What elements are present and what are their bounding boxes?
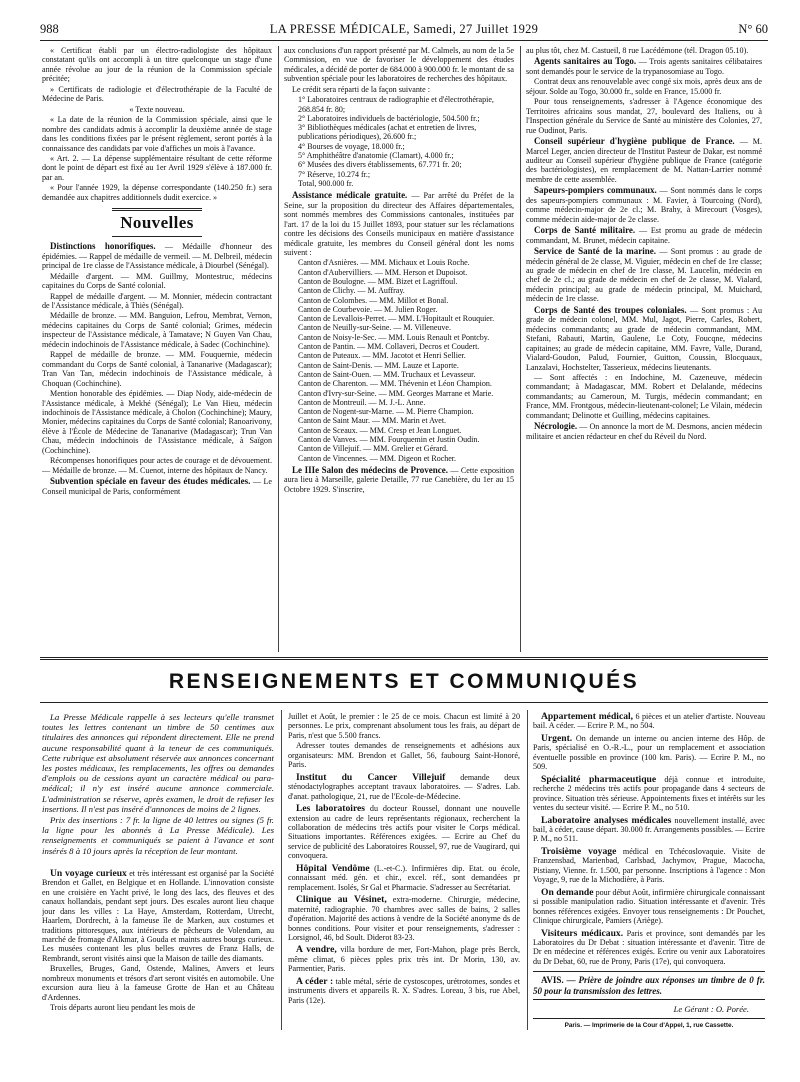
ad-title: Clinique au Vésinet, — [296, 894, 387, 906]
news-title: Corps de Santé militaire. — [534, 225, 636, 236]
ad-title: Hôpital Vendôme — [296, 862, 370, 874]
ad-vendre — [288, 945, 520, 973]
ad-text: extra-moderne. Chirurgie, médecine, maternité, radiographie. 70 chambres avec salles de bains, 2 salles d'opération. Majorité des actions à vendre de la Société anonyme ds de bonnes conditions. Pour visiter et pour renseignements, s'adresser : Lorsignol, 46, bd Soult. Diderot 83-23. — [288, 895, 520, 942]
column-divider — [281, 710, 282, 1030]
list-item: 6° Musées des divers établissements, 67.771 fr. 20; — [298, 160, 462, 170]
section-rule — [112, 236, 202, 237]
list-item: Canton de Charenton. — MM. Thévenin et Léon Champion. — [298, 379, 492, 389]
list-item: Canton de Levallois-Perret. — MM. L'Hopitault et Rouquier. — [298, 314, 495, 324]
list-item: 2° Laboratoires individuels de bactériologie, 504.500 fr.; — [298, 113, 480, 123]
list-item: 1° Laboratoires centraux de radiographie et d'électrothérapie, 268.854 fr. 80; — [298, 95, 494, 114]
avis-title: AVIS. — [541, 975, 564, 986]
canton-list — [284, 258, 514, 463]
journal-running-title: LA PRESSE MÉDICALE, Samedi, 27 Juillet 1929 — [269, 22, 539, 36]
news-title: Nécrologie. — [534, 421, 578, 432]
ad-troisieme-voyage — [533, 847, 765, 885]
news-text: — Trois agents sanitaires célibataires sont demandés pour le service de la trypanosomiase au Togo. — [526, 57, 762, 76]
ad-text: On demande un interne ou ancien interne des Hôp. de Paris, spécialisé en O.-R.-L., pour un remplacement et association éventuelle possible en province (100 km. Paris). — Ecrire P. M., no 509. — [533, 733, 765, 772]
ad-appartement — [533, 712, 765, 731]
communiques-column-3 — [533, 712, 765, 1082]
ad-pharmaceutique — [533, 775, 765, 813]
ad-title: Les laboratoires — [296, 803, 366, 815]
ad-voyage — [42, 869, 274, 964]
paragraph: » Certificats de radiologie et d'électrothérapie de la Faculté de Médecine de Paris. — [42, 84, 272, 104]
ad-text: table métal, série de cystoscopes, urétrotomes, sondes et instruments divers et appareils R. X. S'adres. Loreau, 3 bis, rue Abel, Paris (12e). — [288, 976, 520, 1005]
news-coloniales — [526, 306, 762, 372]
ad-title: Urgent. — [541, 732, 573, 744]
page-number: 988 — [40, 22, 59, 36]
list-item: Canton de Pantin. — MM. Collaveri, Decros et Coudert. — [298, 342, 480, 352]
list-item: Canton de Saint-Ouen. — MM. Truchaux et Levasseur. — [298, 369, 476, 379]
news-title: Distinctions honorifiques. — [50, 241, 156, 252]
news-text: — Médaille d'honneur des épidémies. — Rappel de médaille de vermeil. — M. Delbreil, médecin principal de 1re classe de l'Assistance médicale, à Diourbel (Sénégal). — [42, 242, 272, 271]
list-item: 7° Réserve, 10.274 fr.; — [298, 169, 371, 179]
column-divider — [527, 710, 528, 1030]
news-text: — Le Conseil municipal de Paris, conformément — [42, 477, 272, 496]
ad-title: Spécialité pharmaceutique — [541, 773, 657, 785]
news-distinctions — [42, 242, 272, 270]
list-item: 4° Bourses de voyage, 18.000 fr.; — [298, 141, 405, 151]
ad-vesinet — [288, 895, 520, 942]
paragraph: Adresser toutes demandes de renseignements et adhésions aux organisateurs: MM. Brendon et Gallet, 56, faubourg Saint-Honoré, Paris. — [288, 741, 520, 770]
banner-rule — [40, 657, 768, 658]
ad-title: On demande — [541, 886, 594, 898]
ad-vendome — [288, 864, 520, 892]
banner-title: RENSEIGNEMENTS ET COMMUNIQUÉS — [168, 670, 640, 693]
ad-text: pour début Août, infirmière chirurgicale connaissant si possible manipulation radio. Situation intéressante et d'avenir. Très bonnes références exigées. Envoyer tous renseignements : Dr Pouchet, Clinique chirurgicale, Pamiers (Ariège). — [533, 887, 765, 926]
ad-text: demande deux sténodactylographes acceptant travaux laboratoires. — S'adres. Lab. d'anat. pathologique, 21, rue de l'Ecole-de-Médecine. — [288, 772, 520, 801]
column-2 — [284, 46, 514, 654]
ad-text: médical en Tchécoslovaquie. Visite de Franzensbad, Marienbad, Carlsbad, Jachymov, Prague, Macocha, Pistiany, Vienne. fr. 1.500, par personne. Inscriptions à l'agence : Mon Voyage, 9, rue de la Michodière, à Paris. — [533, 846, 765, 885]
list-item: Canton de Noisy-le-Sec. — MM. Louis Renault et Pontcby. — [298, 332, 490, 342]
ad-text: villa bordure de mer, Fort-Mahon, plage près Berck, même climat, 6 pièces pples prix très int. Dr Morin, 130, av. Parmentier, Paris. — [288, 945, 520, 974]
ad-text: (L.-et-C.). Infirmières dip. Etat. ou école, connaissant méd. gén. et chir., excel. réf., sont demandées pr remplacement. Isolés, Sr Gal et Pharmacie. S'adresser au Secrétariat. — [288, 863, 520, 892]
list-item: Canton d'Ivry-sur-Seine. — MM. Georges Marrane et Marie. — [298, 388, 494, 398]
avis-text: — Prière de joindre aux réponses un timbre de 0 fr. 50 pour la transmission des lettres. — [533, 975, 765, 996]
column-1 — [42, 46, 272, 654]
banner-rule — [40, 659, 768, 660]
ad-title: Laboratoire analyses médicales — [541, 814, 672, 826]
ad-ceder — [288, 977, 520, 1005]
ad-text: nouvellement installé, avec bail, à céder, cause départ. 30.000 fr. Arrangements possibles. — Ecrire P. M., no 511. — [533, 815, 765, 844]
credit-list — [284, 95, 514, 188]
ad-text: du docteur Roussel, donnant une nouvelle extension au cadre de leurs représentants régionaux, recherchent la collaboration de médecins très actifs pour visiter le Corps médical. Situations importantes. Références exigées. — Ecrire au Chef du service de publicité des Laboratoires Roussel, 97, rue de Vaugirard, qui convoquera. — [288, 804, 520, 861]
list-item: Canton de Boulogne. — MM. Bizet et Lagriffoul. — [298, 277, 458, 286]
list-item: Canton de Nogent-sur-Marne. — M. Pierre Champion. — [298, 407, 474, 417]
list-item: Canton de Vanves. — MM. Fourquemin et Justin Oudin. — [298, 435, 480, 445]
news-togo — [526, 57, 762, 76]
news-text: — M. Marcel Leger, ancien directeur de l'Institut Pasteur de Dakar, est nommé auditeur au Conseil supérieur d'hygiène publique de France (catégorie des bactériologistes), en remplacement de M. Nattan-Larrier nommé membre de cette assemblée. — [526, 137, 762, 184]
paragraph: Rappel de médaille de bronze. — MM. Fouquernie, médecin commandant du Corps de Santé colonial, à Tananarive (Madagascar); Tran Van Tan, médecin indochinois de l'Assistance médicale, à Choquan (Cochinchine). — [42, 350, 272, 388]
news-title: Assistance médicale gratuite. — [292, 190, 408, 201]
ad-infirmiere — [533, 888, 765, 926]
paragraph: Mention honorable des épidémies. — Diap Nody, aide-médecin de l'Assistance médicale, à Mekhé (Sénégal); Le Van Hieu, médecin indochinois de l'Assistance médicale, à Cholon (Cochinchine); Maury, Monier, médecins capitaines du Corps de Santé colonial; Ranoarivony, élève à l'École de Médecine de Tananarive (Madagascar); Trun Van Chau, médecin indochinois de l'Assistance médicale, à Saïgon (Cochinchine). — [42, 389, 272, 455]
page-header — [40, 22, 768, 38]
communiques-column-1 — [42, 712, 274, 1082]
ad-analyses — [533, 816, 765, 844]
news-sapeurs — [526, 186, 762, 224]
communiques-column-2 — [288, 712, 520, 1082]
list-item: Canton de Courbevoie. — M. Julien Roger. — [298, 304, 438, 314]
ad-title: Appartement médical, — [541, 712, 634, 722]
news-title: Subvention spéciale en faveur des études médicales. — [50, 476, 251, 487]
section-title-nouvelles: Nouvelles — [120, 213, 194, 233]
news-text: — Est promu au grade de médecin commandant, M. Brunet, médecin capitaine. — [526, 226, 762, 245]
issue-number: N° 60 — [738, 22, 768, 36]
ad-title: A vendre, — [296, 944, 337, 956]
ad-visiteurs — [533, 929, 765, 967]
ad-title: Un voyage curieux — [50, 867, 127, 879]
paragraph: Récompenses honorifiques pour actes de courage et de dévouement. — Médaille de bronze. — M. Cuenot, interne des hôpitaux de Nancy. — [42, 456, 272, 475]
ad-cancer — [288, 773, 520, 801]
ad-urgent — [533, 734, 765, 772]
list-item: Canton de Saint-Denis. — MM. Lauze et Laporte. — [298, 360, 459, 370]
news-text: — Sont promus : Au grade de médecin colonel, MM. Mul, Jagot, Pierre, Carles, Robert, médecins commandants; au grade de médecin commandant, MM. Stefani, Rabauti, Martin, Gaulene, Le Coty, Foucqne, médecins capitaines; au grade de médecin capitaine, MM. Favre, Valle, Durand, Vialard-Goudon, Palud, Fournier, Guitton, Coussin, Blocquaux, Lanzalavi, Hochstelter, Tasserieux, médecins lieutenants. — [526, 305, 762, 372]
paragraph: aux conclusions d'un rapport présenté par M. Calmels, au nom de la 5e Commission, en vue de favoriser le développement des études médicales, a décidé de porter de 684.000 à 900.000 fr. le montant de sa subvention spéciale pour les laboratoires de recherches des hôpitaux. — [284, 46, 514, 84]
paragraph: Juillet et Août, le premier : le 25 de ce mois. Chacun est limité à 20 personnes. Le prix, comprenant absolument tous les frais, au départ de Paris, n'est que 5.500 francs. — [288, 712, 520, 740]
column-divider — [278, 46, 279, 652]
prices-text: Prix des insertions : 7 fr. la ligne de 40 lettres ou signes (5 fr. la ligne pour les abonnés à La Presse Médicale). Les renseignements et communiqués se paient à l'avance et sont insérés 8 à 10 jours après la réception de leur montant. — [42, 815, 274, 856]
list-item: Canton d'Asnières. — MM. Michaux et Louis Roche. — [298, 258, 470, 268]
paragraph: Pour tous renseignements, s'adresser à l'Agence économique des Territoires africains sous mandat, 27, boulevard des Italiens, ou à l'Inspection générale du Service de Santé au ministère des Colonies, 27, rue Oudinot, Paris. — [526, 97, 762, 135]
news-title: Service de Santé de la marine. — [534, 246, 656, 257]
news-title: Sapeurs-pompiers communaux. — [534, 185, 657, 196]
news-text: — Par arrêté du Préfet de la Seine, sur la proposition du directeur des Affaires départementales, sont nommés membres des Commissions cantonales, instituées par l'art. 17 de la loi du 15 Juillet 1893, pour statuer sur les réclamations contre les décisions des Conseils municipaux en matière d'assistance médicale gratuite, les membres du Conseil général dont les noms suivent : — [284, 191, 514, 257]
paragraph: « Texte nouveau. — [129, 104, 185, 114]
paragraph: Le crédit sera réparti de la façon suivante : — [292, 84, 430, 94]
ad-title: Visiteurs médicaux. — [541, 927, 624, 939]
news-title: Agents sanitaires au Togo. — [534, 56, 637, 67]
news-text: — Sont nommés dans le corps des sapeurs-pompiers communaux : M. Favier, à Tourcoing (Nord), comme médecin-major de 2e cl.; M. Brahy, à Mirecourt (Vosges), comme médecin aide-major de 2e classe. — [526, 186, 762, 224]
list-item: Canton d'Aubervilliers. — MM. Herson et Dupoisot. — [298, 267, 468, 277]
imprimerie-line: Paris. — Imprimerie de la Cour d'Appel, 1, rue Cassette. — [564, 1021, 734, 1029]
paragraph: « Certificat établi par un électro-radiologiste des hôpitaux constatant qu'ils ont accompli à un titre quelconque un stage d'une année révolue au jour de la réunion de la Commission spéciale précitée; — [42, 46, 272, 84]
avis-rule — [533, 971, 765, 972]
imprimerie-rule — [533, 1018, 765, 1019]
list-item: Total, 900.000 fr. — [298, 178, 354, 188]
list-item: Canton de Saint Maur. — MM. Marin et Avet. — [298, 416, 447, 426]
news-title: Corps de Santé des troupes coloniales. — [534, 304, 687, 315]
paragraph: au plus tôt, chez M. Castueil, 8 rue Lacédémone (tél. Dragon 05.10). — [526, 46, 749, 55]
avis-notice — [533, 975, 765, 996]
list-item: 3° Bibliothèques médicales (achat et entretien de livres, publications périodiques), 26.600 fr.; — [298, 123, 477, 142]
ad-title: Institut du Cancer Villejuif — [296, 771, 446, 783]
list-item: Canton de Montreuil. — M. J.-L. Anne. — [298, 397, 426, 407]
list-item: Canton de Villejuif. — MM. Grelier et Gérard. — [298, 444, 448, 454]
news-subvention — [42, 477, 272, 496]
ad-title: A céder : — [296, 975, 334, 987]
column-divider — [520, 46, 521, 652]
list-item: 5° Amphithéâtre d'anatomie (Clamart), 4.000 fr.; — [298, 151, 454, 161]
paragraph: — Sont affectés : en Indochine, M. Cazeneuve, médecin commandant; à Madagascar, MM. Robert et Delalande, médecins commandants; au Cameroun, M. Turgis, médecin commandant; en France, MM. Frontgous, médecin-lieutenant-colonel; Le Vilain, médecin commandant; Delinotte et Guilling, médecins capitaines. — [526, 372, 762, 420]
news-assistance — [284, 191, 514, 257]
paragraph: « Art. 2. — La dépense supplémentaire résultant de cette réforme dont le point de départ est fixé au 1er Avril 1929 s'élève à 187.000 fr. par an. — [42, 153, 272, 182]
avis-rule — [533, 999, 765, 1000]
paragraph: Rappel de médaille d'argent. — M. Monnier, médecin contractant de l'Assistance médicale, à Thiès (Sénégal). — [42, 291, 272, 310]
ad-text: Paris et province, sont demandés par les Laboratoires du Dr Debat : situation intéressante et d'avenir. Titre de Dr en médecine et références exigés. Ecrire ou venir aux Laboratoires du Dr Debat, 60, rue de Prony, Paris (17e), qui convoquera. — [533, 928, 765, 966]
news-necrologie — [526, 422, 762, 441]
ad-text: 6 pièces et un atelier d'artiste. Nouveau bail. A céder. — Ecrire P. M., no 504. — [533, 712, 765, 731]
paragraph: Médaille de bronze. — MM. Banguion, Lefrou, Membrat, Vernon, médecins capitaines du Corps de Santé colonial; Grimes, médecin inspecteur de l'Assistance médicale, à Tamatave; N Guyen Van Chau, médecin indochinois de l'Assistance médicale, à Sadec (Cochinchine). — [42, 311, 272, 349]
paragraph: Contrat deux ans renouvelable avec congé six mois, après deux ans de séjour. Solde au Togo, 30.000 fr., solde en France, 15.000 fr. — [526, 77, 762, 96]
news-text: — On annonce la mort de M. Desmons, ancien médecin militaire et ancien rédacteur en chef du Réveil du Nord. — [526, 422, 762, 441]
section-rule — [112, 208, 202, 211]
list-item: Canton de Clichy. — M. Auffray. — [298, 286, 405, 296]
ad-text: déjà connue et introduite, recherche 2 médecins très actifs pour propagande dans 4 secteurs de province. Situation très sérieuse. Appointements fixes et intérêts sur les ventes du secteur visité. — Ecrire P. M., no 510. — [533, 774, 765, 813]
banner-rule — [40, 702, 768, 703]
ad-title: Troisième voyage — [541, 845, 617, 857]
paragraph: Médaille d'argent. — MM. Guillmy, Montestruc, médecins capitaines du Corps de Santé colonial. — [42, 271, 272, 291]
list-item: Canton de Colombes. — MM. Millot et Bonal. — [298, 295, 449, 305]
gerant-signature: Le Gérant : O. Porée. — [673, 1003, 749, 1014]
list-item: Canton de Sceaux. — MM. Cresp et Jean Longuet. — [298, 425, 462, 435]
news-title: Le IIIe Salon des médecins de Provence. — [292, 464, 449, 475]
news-salon — [284, 466, 514, 494]
paragraph: « Pour l'année 1929, la dépense correspondante (140.250 fr.) sera demandée aux chapitres additionnels dudit exercice. » — [42, 183, 272, 202]
ad-text: et très intéressant est organisé par la Société Brendon et Gallet, en Belgique et en Hollande. L'innovation consiste en une croisière en Yacht privé, le long des lacs, des fleuves et des canaux hollandais, pendant sept jours. Des escales auront lieu chaque jour dans les villes : La Haye, Amsterdam, Rotterdam, Utrecht, Haarlem, Dordrecht, à la fameuse île de Marken, aux costumes et traditions pittoresques, aux intérieurs de pêcheurs de Volendam, au marché de fromage d'Alkmar, à Gouda et maints autres bourgs curieux. Les musées contenant les plus belles œuvres de Franz Halls, de Rembrandt, seront visités ainsi que la Maison de taille des diamants. — [42, 868, 274, 963]
news-conseil — [526, 137, 762, 184]
column-3 — [526, 46, 762, 654]
news-title: Conseil supérieur d'hygiène publique de France. — [534, 136, 735, 147]
notice-text: La Presse Médicale rappelle à ses lecteurs qu'elle transmet toutes les lettres contenant un timbre de 50 centimes aux titulaires des annonces qui répondent directement. Elle ne prend aucune responsabilité quant à la teneur de ces communiqués. Cette rubrique est absolument réservée aux annonces concernant les postes médicaux, les remplacements, les offres ou demandes d'emplois ou de cessions ayant un caractère médical ou para-médical; il n'y est inséré aucune annonce commerciale. L'administration se réserve, après examen, le droit de refuser les insertions. Il n'est pas inséré d'annonces de moins de 2 lignes. — [42, 712, 274, 814]
list-item: Canton de Puteaux. — MM. Jacotot et Henri Sellier. — [298, 351, 466, 361]
news-text: — Cette exposition aura lieu à Marseille, galerie Detaille, 77 rue Canebière, du 1er au 15 Octobre 1929. S'inscrire, — [284, 465, 514, 494]
paragraph: « La date de la réunion de la Commission spéciale, ainsi que le nombre des candidats admis à accomplir la deuxième année de stage dans les conditions fixées par le présent règlement, seront portés à la connaissance des candidats par voie d'affiches un mois à l'avance. — [42, 115, 272, 153]
header-rule — [40, 40, 768, 41]
news-text: — Sont promus : au grade de médecin général de 2e classe, M. Viguier, médecin en chef de 1re classe; au grade de médecin en chef de 1re classe, M. Laucelin, médecin en chef de 2e cl.; au grade de médecin en chef de 2e classe, M. Vialard, médecin principal; au grade de médecin principal, M. Muichard, médecin de 1re classe. — [526, 247, 762, 304]
ad-laboratoires — [288, 804, 520, 861]
list-item: Canton de Neuilly-sur-Seine. — M. Villeneuve. — [298, 323, 451, 333]
paragraph: Trois départs auront lieu pendant les mois de — [50, 1003, 196, 1013]
news-marine — [526, 247, 762, 304]
list-item: Canton de Vincennes. — MM. Digeon et Rocher. — [298, 453, 457, 463]
news-militaire — [526, 226, 762, 245]
paragraph: Bruxelles, Bruges, Gand, Ostende, Malines, Anvers et leurs nombreux monuments et trésors d'art seront visités en automobile. Une excursion aura lieu à la fameuse Grotte de Han et au Château d'Ardennes. — [42, 964, 274, 1002]
